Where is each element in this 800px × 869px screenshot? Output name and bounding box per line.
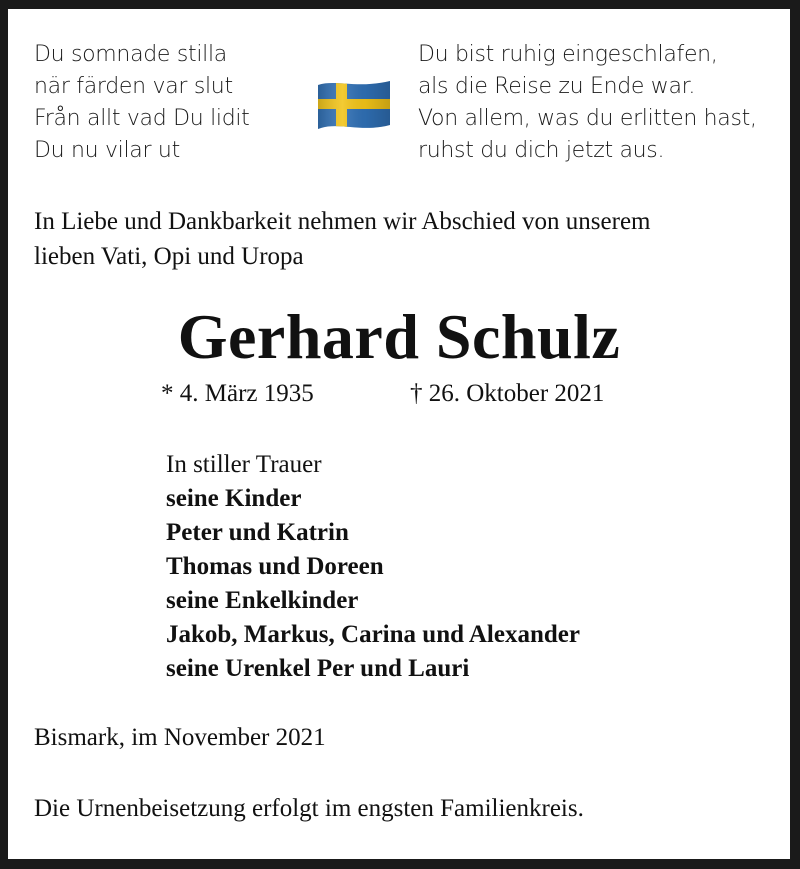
birth-date: * 4. März 1935 xyxy=(161,380,314,407)
poem-line: als die Reise zu Ende war. xyxy=(418,74,696,99)
intro-line: In Liebe und Dankbarkeit nehmen wir Abschied von unserem xyxy=(34,208,651,235)
poem-line: Du bist ruhig eingeschlafen, xyxy=(418,42,718,67)
mourner-line: Peter und Katrin xyxy=(166,519,349,546)
poem-line: Von allem, was du erlitten hast, xyxy=(418,106,757,131)
obituary-card xyxy=(8,9,790,859)
poem-line: när färden var slut xyxy=(34,74,233,99)
swedish-flag-icon xyxy=(316,77,392,133)
burial-note: Die Urnenbeisetzung erfolgt im engsten Familienkreis. xyxy=(34,795,584,822)
deceased-name: Gerhard Schulz xyxy=(177,301,621,372)
poem-line: Från allt vad Du lidit xyxy=(34,106,250,131)
mourner-line: seine Urenkel Per und Lauri xyxy=(166,655,470,682)
poem-line: Du somnade stilla xyxy=(34,42,227,67)
intro-line: lieben Vati, Opi und Uropa xyxy=(34,243,304,270)
mourner-line: Thomas und Doreen xyxy=(166,553,384,580)
mourner-line: seine Enkelkinder xyxy=(166,587,359,614)
mourner-line: seine Kinder xyxy=(166,485,302,512)
intro-text xyxy=(34,204,774,274)
poem-line: ruhst du dich jetzt aus. xyxy=(418,138,665,163)
mourner-line: Jakob, Markus, Carina und Alexander xyxy=(166,621,580,648)
poem-line: Du nu vilar ut xyxy=(34,138,180,163)
mourners-heading: In stiller Trauer xyxy=(166,451,322,478)
place-date: Bismark, im November 2021 xyxy=(34,724,326,751)
death-date: † 26. Oktober 2021 xyxy=(410,380,605,407)
mourners-list xyxy=(166,448,580,686)
poem-german xyxy=(418,39,757,167)
poem-swedish xyxy=(34,39,250,167)
